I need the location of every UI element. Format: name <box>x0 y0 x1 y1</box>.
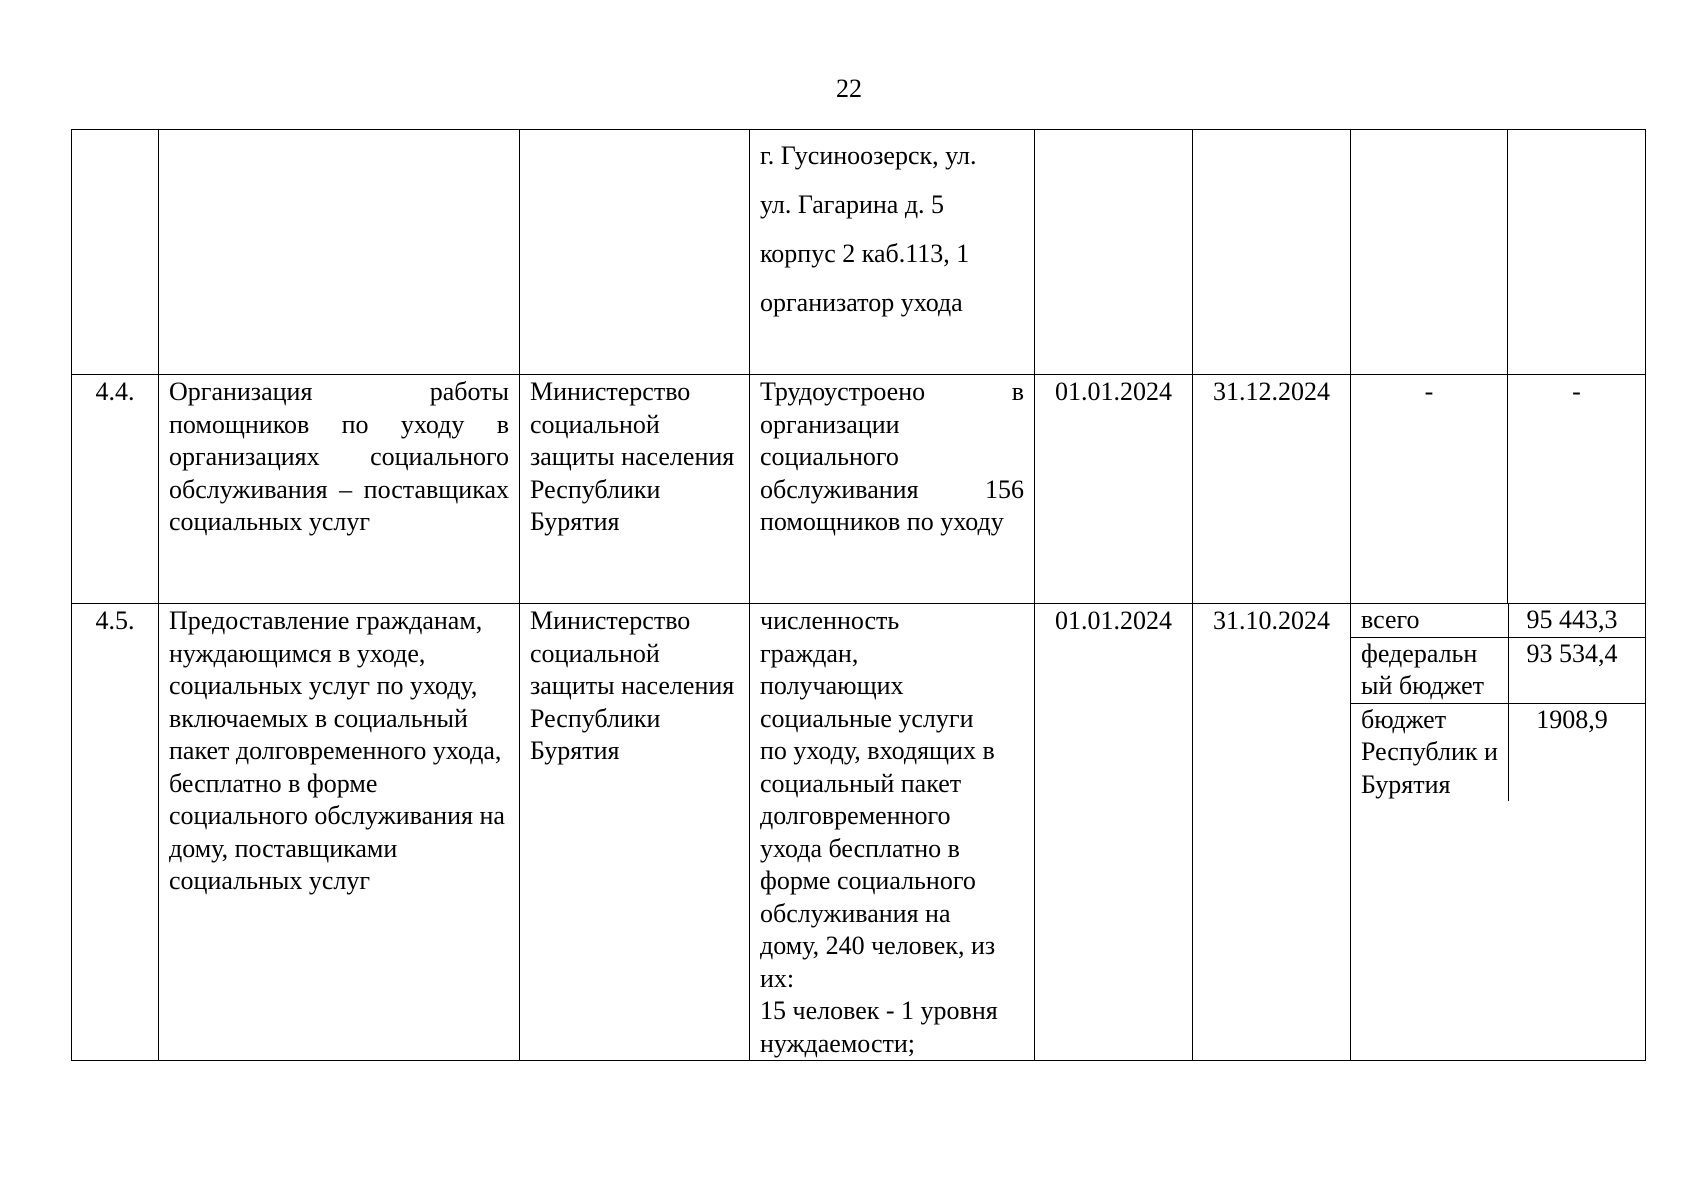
funding-breakdown <box>1351 604 1646 1061</box>
result-line: форме социального <box>760 866 976 895</box>
row-number: 4.4. <box>72 375 159 604</box>
measure-text: Предоставление гражданам, нуждающимся в уходе, социальных услуг по уходу, включаемых в социальный пакет долговременного ухода, бесплатно в форме социального обслуживания на дому, поставщиками социальных услуг <box>159 604 520 1061</box>
funding-source: - <box>1351 375 1508 604</box>
result-line: численность <box>760 606 900 635</box>
address-line: ул. Гагарина д. 5 <box>760 190 945 219</box>
result-line: долговременного <box>760 801 951 830</box>
funding-label: бюджет Республик и Бурятия <box>1361 704 1498 799</box>
result-line: социальный пакет <box>760 768 962 798</box>
plan-table <box>71 129 1646 1061</box>
cell-amount <box>1508 130 1646 375</box>
result-line: социальные услуги <box>760 703 974 733</box>
funding-value: 93 534,4 <box>1508 638 1645 703</box>
cell-end-date <box>1193 130 1351 375</box>
result-text: Трудоустроено в организации социального обслуживания 156 помощников по уходу <box>750 375 1035 604</box>
result-line: обслуживания на <box>760 898 951 928</box>
cell-measure <box>159 130 520 375</box>
cell-start-date <box>1035 130 1193 375</box>
funding-value: 1908,9 <box>1508 704 1645 802</box>
funding-row-federal <box>1351 638 1645 704</box>
end-date: 31.10.2024 <box>1193 604 1351 1061</box>
cell-num <box>72 130 159 375</box>
table-row <box>72 130 1646 375</box>
table-row <box>72 375 1646 604</box>
address-line: корпус 2 каб.113, 1 <box>760 239 970 268</box>
result-line: 15 человек - 1 уровня <box>760 996 998 1025</box>
address-line: организатор ухода <box>760 288 963 317</box>
result-line: ухода бесплатно в <box>760 833 960 863</box>
address-line: г. Гусиноозерск, ул. <box>760 141 977 170</box>
result-line: дому, 240 человек, из <box>760 931 996 960</box>
cell-source <box>1351 130 1508 375</box>
funding-row-regional <box>1351 704 1645 802</box>
start-date: 01.01.2024 <box>1035 375 1193 604</box>
funding-value: 95 443,3 <box>1508 604 1645 637</box>
cell-responsible <box>520 130 750 375</box>
funding-label: федеральн ый бюджет <box>1361 638 1484 700</box>
start-date: 01.01.2024 <box>1035 604 1193 1061</box>
end-date: 31.12.2024 <box>1193 375 1351 604</box>
responsible-text: Министерство социальной защиты населения Республики Бурятия <box>520 375 750 604</box>
responsible-text: Министерство социальной защиты населения Республики Бурятия <box>520 604 750 1061</box>
funding-row-total <box>1351 604 1645 638</box>
measure-text: Организация работы помощников по уходу в организациях социального обслуживания – поставщиках социальных услуг <box>159 375 520 604</box>
result-line: нуждаемости; <box>760 1028 915 1058</box>
result-line: их: <box>760 963 795 993</box>
result-line: граждан, <box>760 638 859 668</box>
page-number: 22 <box>836 74 862 103</box>
cell-result <box>750 130 1035 375</box>
funding-amount: - <box>1508 375 1646 604</box>
result-line: получающих <box>760 671 904 700</box>
result-cell <box>750 604 1035 1061</box>
row-number: 4.5. <box>72 604 159 1061</box>
funding-label: всего <box>1361 605 1420 634</box>
table-row <box>72 604 1646 1061</box>
result-line: по уходу, входящих в <box>760 736 995 765</box>
